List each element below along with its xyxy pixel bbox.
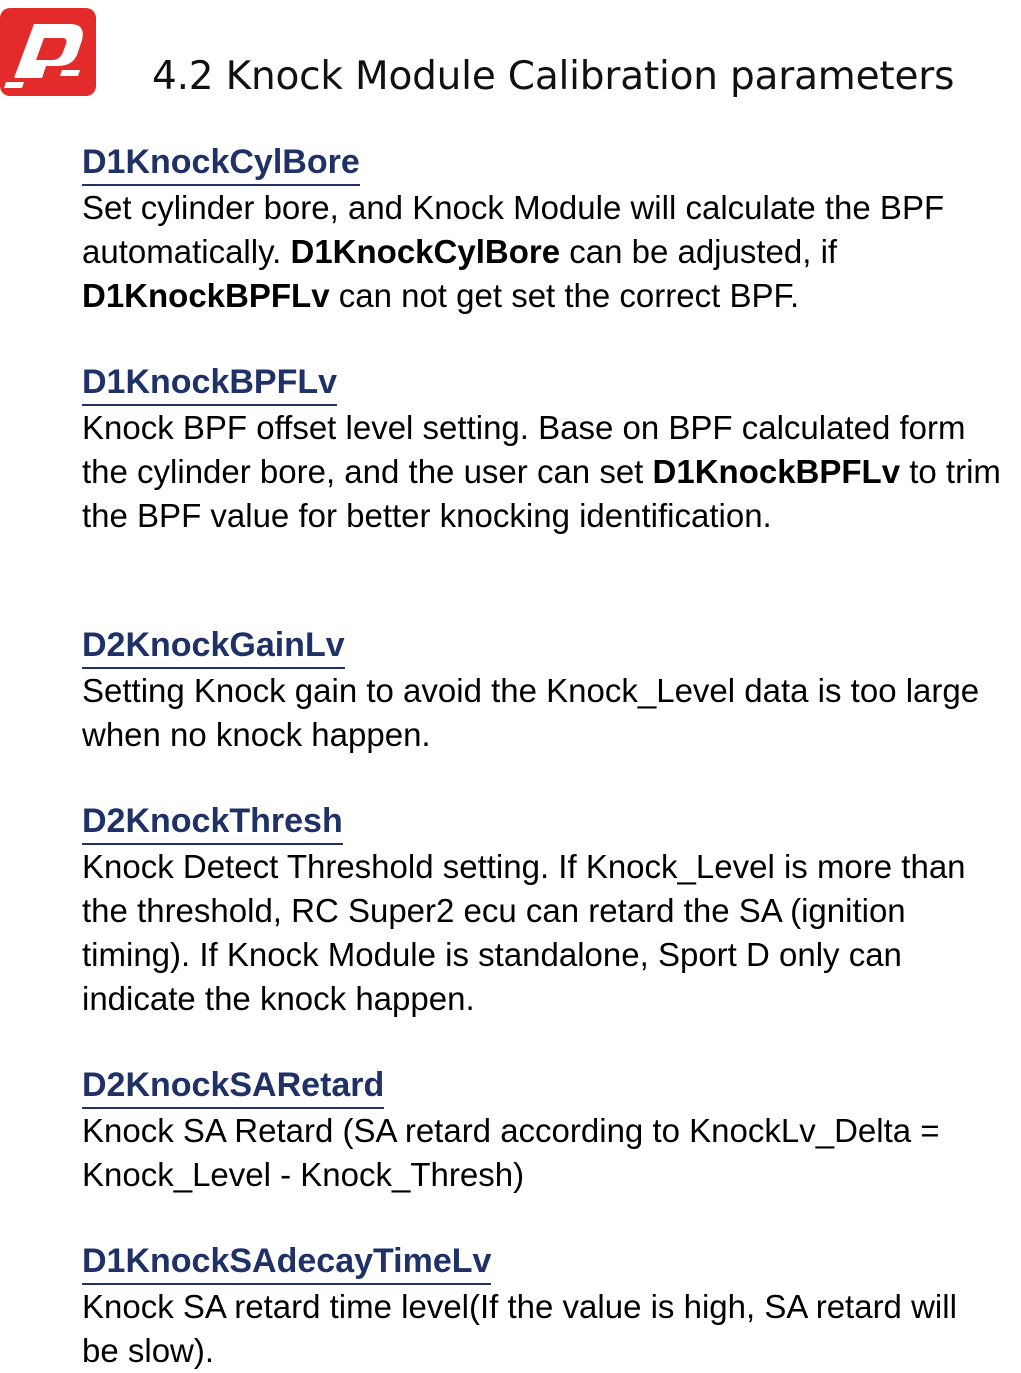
param-name: D1KnockCylBore bbox=[82, 140, 360, 186]
param-description: Knock SA retard time level(If the value is high, SA retard will be slow). bbox=[82, 1288, 957, 1369]
param-block-d1knockbpflv bbox=[82, 360, 1002, 538]
param-block-d1knockcylbore bbox=[82, 140, 1002, 318]
param-description: Set cylinder bore, and Knock Module will calculate the BPF automatically. D1KnockCylBore can be adjusted, if D1KnockBPFLv can not get set the correct BPF. bbox=[82, 189, 945, 314]
param-block-d2knockgainlv bbox=[82, 623, 1002, 757]
param-description: Knock BPF offset level setting. Base on BPF calculated form the cylinder bore, and the user can set D1KnockBPFLv to trim the BPF value for better knocking identification. bbox=[82, 409, 1001, 534]
param-name: D1KnockBPFLv bbox=[82, 360, 337, 406]
param-description: Knock Detect Threshold setting. If Knock_Level is more than the threshold, RC Super2 ecu can retard the SA (ignition timing). If Knock Module is standalone, Sport D only can indicate the knock happen. bbox=[82, 848, 966, 1017]
param-block-d2knockthresh bbox=[82, 799, 1002, 1021]
brand-logo-icon bbox=[0, 8, 96, 96]
page-title: 4.2 Knock Module Calibration parameters bbox=[152, 54, 955, 99]
param-name: D1KnockSAdecayTimeLv bbox=[82, 1239, 491, 1285]
param-block-d2knocksaretard bbox=[82, 1063, 1002, 1197]
param-name: D2KnockGainLv bbox=[82, 623, 345, 669]
param-name: D2KnockSARetard bbox=[82, 1063, 384, 1109]
param-block-d1knocksadecaytimelv bbox=[82, 1239, 1002, 1373]
param-name: D2KnockThresh bbox=[82, 799, 343, 845]
param-description: Knock SA Retard (SA retard according to KnockLv_Delta = Knock_Level - Knock_Thresh) bbox=[82, 1112, 940, 1193]
param-description: Setting Knock gain to avoid the Knock_Level data is too large when no knock happen. bbox=[82, 672, 980, 753]
